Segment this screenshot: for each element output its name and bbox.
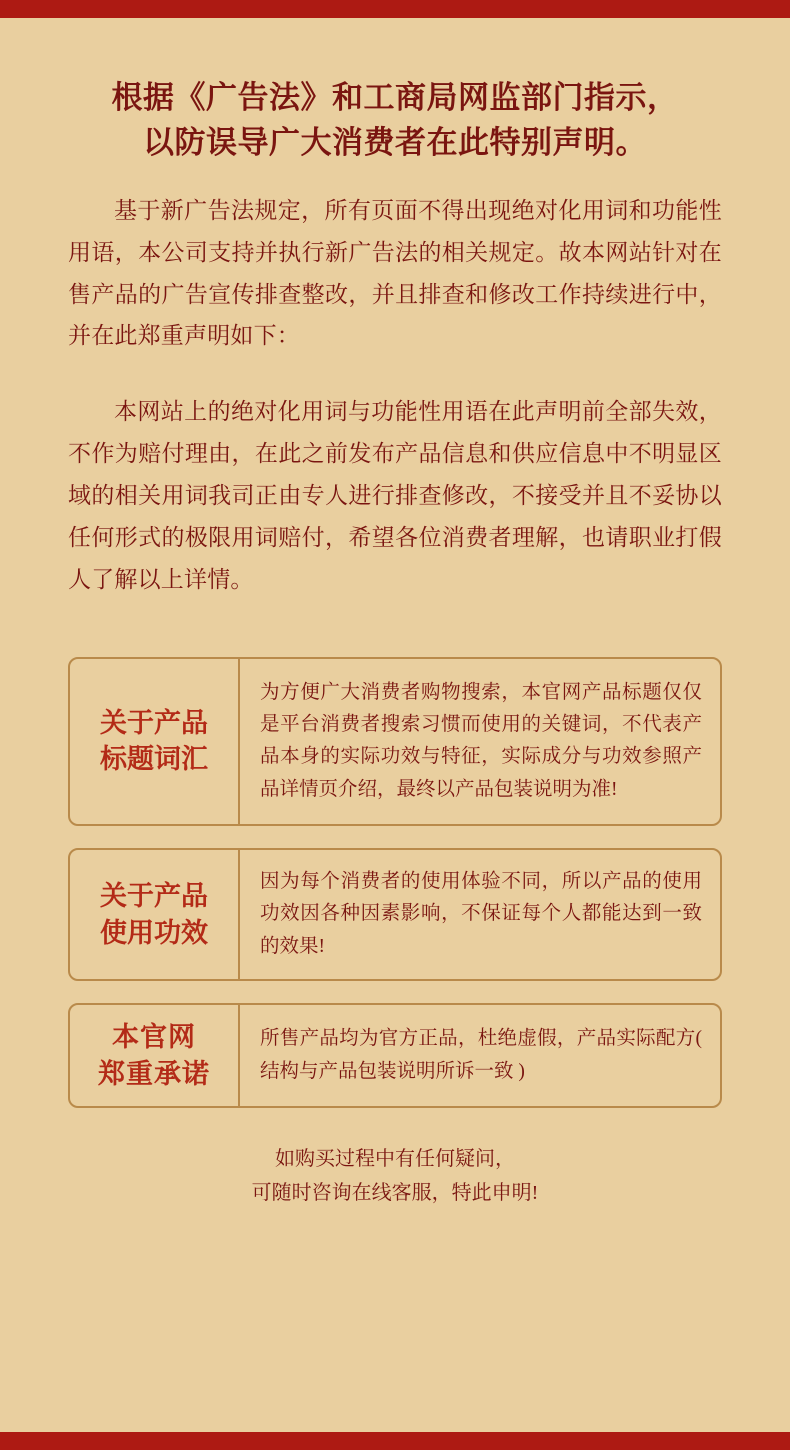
footer-note bbox=[68, 1142, 722, 1210]
notice-card-product-effect bbox=[68, 848, 722, 981]
notice-card-label-line-2: 郑重承诺 bbox=[98, 1058, 210, 1089]
notice-card-label-line-1: 本官网 bbox=[112, 1022, 196, 1053]
notice-card-body: 因为每个消费者的使用体验不同，所以产品的使用功效因各种因素影响，不保证每个人都能达到一致的效果! bbox=[260, 871, 702, 957]
notice-card-label-line-1: 关于产品 bbox=[100, 881, 208, 912]
paragraph-1: 基于新广告法规定，所有页面不得出现绝对化用词和功能性用语，本公司支持并执行新广告法的相关规定。故本网站针对在售产品的广告宣传排查整改，并且排查和修改工作持续进行中，并在此郑重声明如下： bbox=[68, 197, 722, 349]
notice-card-official-promise bbox=[68, 1003, 722, 1108]
statement-panel bbox=[0, 18, 790, 1432]
notice-card-body: 所售产品均为官方正品，杜绝虚假，产品实际配方( 结构与产品包装说明所诉一致 ) bbox=[260, 1028, 702, 1082]
notice-card-label-line-1: 关于产品 bbox=[100, 707, 208, 738]
notice-card-label-line-2: 使用功效 bbox=[100, 917, 208, 948]
notice-card-label-line-2: 标题词汇 bbox=[100, 744, 208, 775]
paragraph-2: 本网站上的绝对化用词与功能性用语在此声明前全部失效，不作为赔付理由，在此之前发布产品信息和供应信息中不明显区域的相关用词我司正由专人进行排查修改，不接受并且不妥协以任何形式的极限用词赔付，希望各位消费者理解，也请职业打假人了解以上详情。 bbox=[68, 399, 722, 592]
bottom-red-bar bbox=[0, 1432, 790, 1450]
notice-card-label bbox=[70, 850, 240, 979]
page-title bbox=[68, 76, 722, 166]
footer-note-line-2: 可随时咨询在线客服，特此申明! bbox=[251, 1182, 539, 1204]
notice-card-label bbox=[70, 1005, 240, 1106]
notice-card-label bbox=[70, 659, 240, 824]
top-red-bar bbox=[0, 0, 790, 18]
page-title-line-2: 以防误导广大消费者在此特别声明。 bbox=[143, 124, 647, 160]
notice-card-list bbox=[68, 657, 722, 1108]
notice-card-product-title bbox=[68, 657, 722, 826]
notice-card-body: 为方便广大消费者购物搜索，本官网产品标题仅仅是平台消费者搜索习惯而使用的关键词，不代表产品本身的实际功效与特征，实际成分与功效参照产品详情页介绍，最终以产品包装说明为准! bbox=[260, 681, 702, 800]
page-title-line-1: 根据《广告法》和工商局网监部门指示， bbox=[111, 80, 679, 115]
footer-note-line-1: 如购买过程中有任何疑问， bbox=[275, 1148, 515, 1170]
